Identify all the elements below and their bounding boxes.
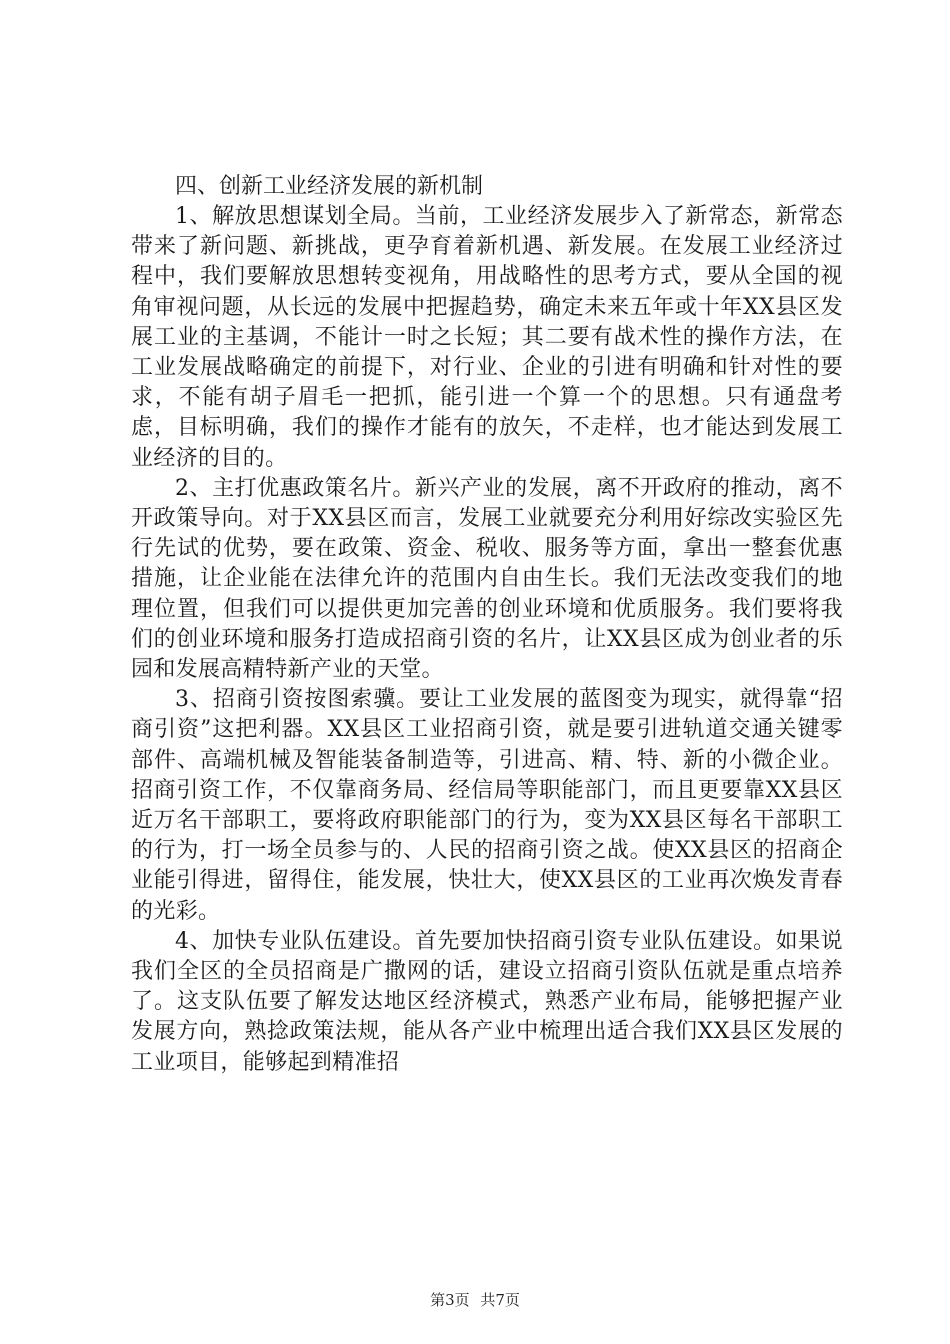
total-pages: 共7页 (480, 1291, 520, 1309)
document-body (131, 172, 843, 1078)
section-heading: 四、创新工业经济发展的新机制 (175, 174, 484, 199)
paragraph-1: 1、解放思想谋划全局。当前，工业经济发展步入了新常态，新常态带来了新问题、新挑战，更孕育着新机遇、新发展。在发展工业经济过程中，我们要解放思想转变视角，用战略性的思考方式，要从全国的视角审视问题，从长远的发展中把握趋势，确定未来五年或十年XX县区发展工业的主基调，不能计一时之长短；其二要有战术性的操作方法，在工业发展战略确定的前提下，对行业、企业的引进有明确和针对性的要求，不能有胡子眉毛一把抓，能引进一个算一个的思想。只有通盘考虑，目标明确，我们的操作才能有的放矢，不走样，也才能达到发展工业经济的目的。 (131, 204, 843, 471)
page-footer (0, 1290, 950, 1310)
paragraph-2: 2、主打优惠政策名片。新兴产业的发展，离不开政府的推动，离不开政策导向。对于XX县区而言，发展工业就要充分利用好综改实验区先行先试的优势，要在政策、资金、税收、服务等方面，拿出一整套优惠措施，让企业能在法律允许的范围内自由生长。我们无法改变我们的地理位置，但我们可以提供更加完善的创业环境和优质服务。我们要将我们的创业环境和服务打造成招商引资的名片，让XX县区成为创业者的乐园和发展高精特新产业的天堂。 (131, 475, 843, 683)
page-number: 第3页 (430, 1291, 470, 1309)
paragraph-3: 3、招商引资按图索骥。要让工业发展的蓝图变为现实，就得靠“招商引资”这把利器。XX县区工业招商引资，就是要引进轨道交通关键零部件、高端机械及智能装备制造等，引进高、精、特、新的小微企业。招商引资工作，不仅靠商务局、经信局等职能部门，而且更要靠XX县区近万名干部职工，要将政府职能部门的行为，变为XX县区每名干部职工的行为，打一场全员参与的、人民的招商引资之战。使XX县区的招商企业能引得进，留得住，能发展，快壮大，使XX县区的工业再次焕发青春的光彩。 (131, 687, 843, 924)
paragraph-4: 4、加快专业队伍建设。首先要加快招商引资专业队伍建设。如果说我们全区的全员招商是广撒网的话，建设立招商引资队伍就是重点培养了。这支队伍要了解发达地区经济模式，熟悉产业布局，能够把握产业发展方向，熟捻政策法规，能从各产业中梳理出适合我们XX县区发展的工业项目，能够起到精准招 (131, 928, 843, 1075)
